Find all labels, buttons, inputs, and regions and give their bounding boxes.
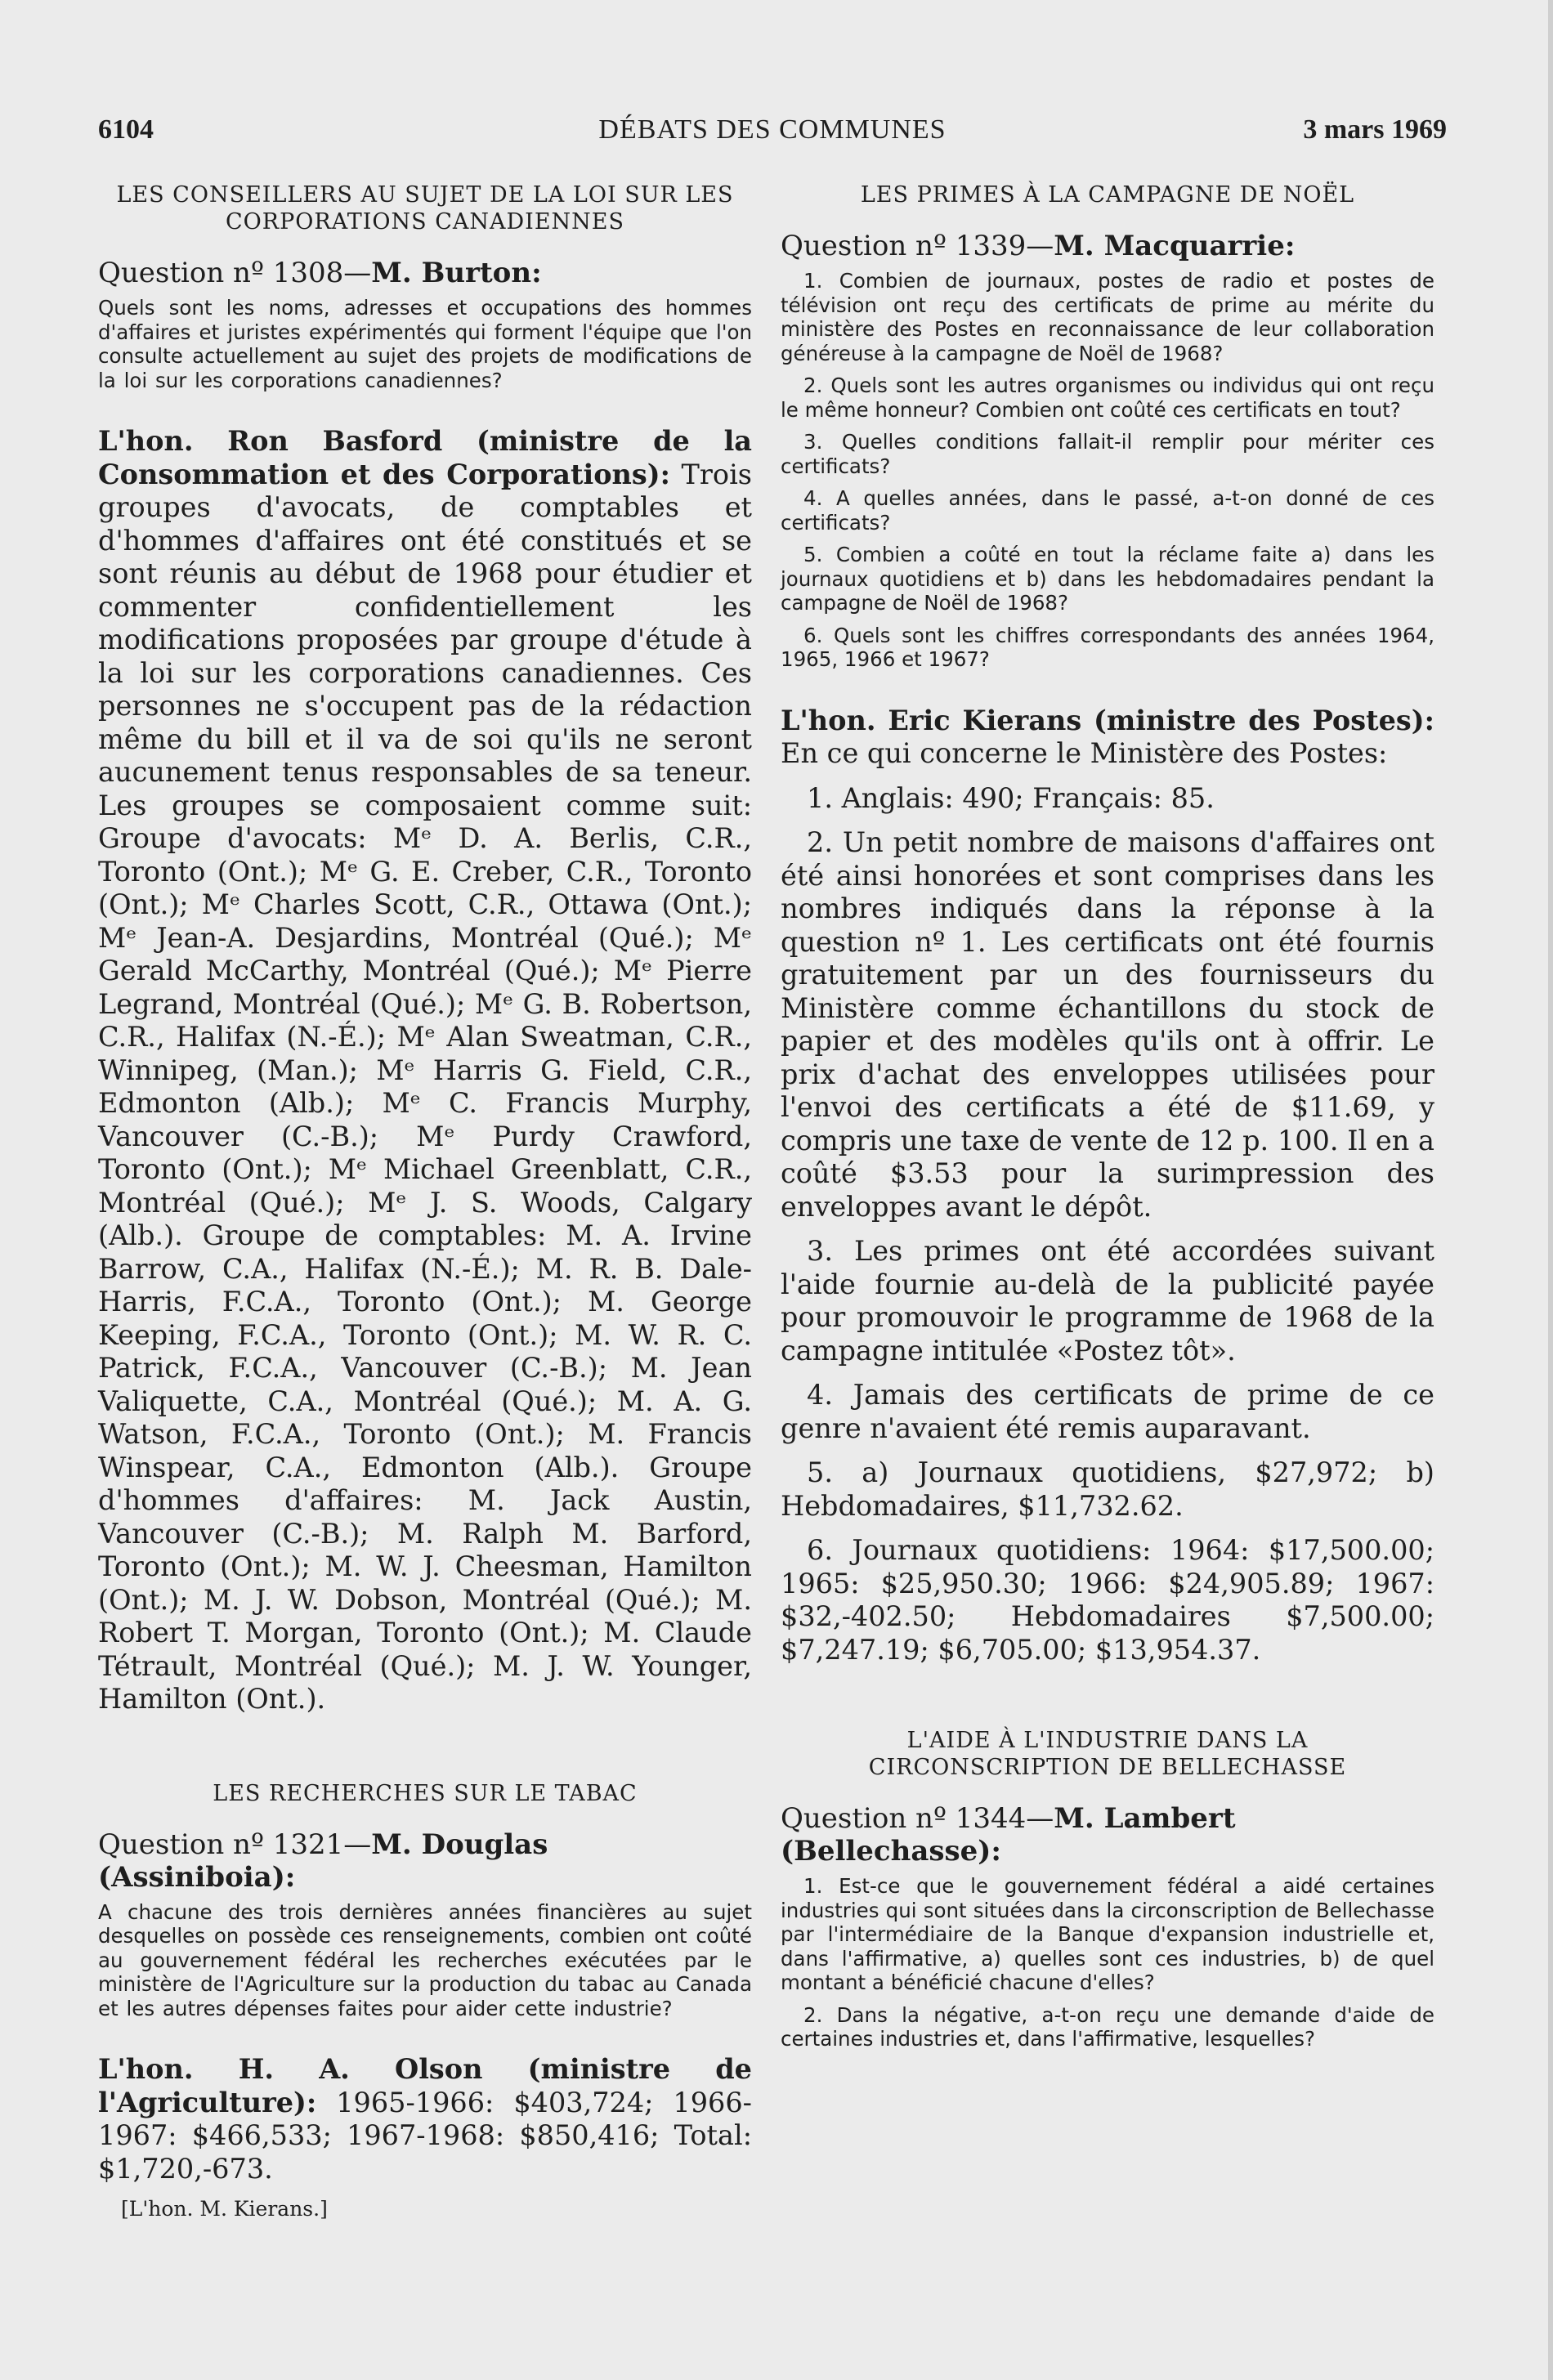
question-line-1339 — [781, 230, 1434, 262]
page-number: 6104 — [98, 114, 154, 145]
answer-text: En ce qui concerne le Ministère des Postes: — [781, 737, 1388, 769]
answer-text: Trois groupes d'avocats, de comptables et d'hommes d'affaires ont été constitués et se sont réunis au début de 1968 pour étudier et commenter confidentiellement les modifications proposées par groupe d'étude à la loi sur les corporations canadiennes. Ces personnes ne s'occupent pas de la rédaction même du bill et il va de soi qu'ils ne seront aucunement tenus responsables de sa teneur. Les groupes se composaient comme suit: Groupe d'avocats: Mᵉ D. A. Berlis, C.R., Toronto (Ont.); Mᵉ G. E. Creber, C.R., Toronto (Ont.); Mᵉ Charles Scott, C.R., Ottawa (Ont.); Mᵉ Jean-A. Desjardins, Montréal (Qué.); Mᵉ Gerald McCarthy, Montréal (Qué.); Mᵉ Pierre Legrand, Montréal (Qué.); Mᵉ G. B. Robertson, C.R., Halifax (N.-É.); Mᵉ Alan Sweatman, C.R., Winnipeg, (Man.); Mᵉ Harris G. Field, C.R., Edmonton (Alb.); Mᵉ C. Francis Murphy, Vancouver (C.-B.); Mᵉ Purdy Crawford, Toronto (Ont.); Mᵉ Michael Greenblatt, C.R., Montréal (Qué.); Mᵉ J. S. Woods, Calgary (Alb.). Groupe de comptables: M. A. Irvine Barrow, C.A., Halifax (N.-É.); M. R. B. Dale-Harris, F.C.A., Toronto (Ont.); M. George Keeping, F.C.A., Toronto (Ont.); M. W. R. C. Patrick, F.C.A., Vancouver (C.-B.); M. Jean Valiquette, C.A., Montréal (Qué.); M. A. G. Watson, F.C.A., Toronto (Ont.); M. Francis Winspear, C.A., Edmonton (Alb.). Groupe d'hommes d'affaires: M. Jack Austin, Vancouver (C.-B.); M. Ralph M. Barford, Toronto (Ont.); M. W. J. Cheesman, Hamilton (Ont.); M. J. W. Dobson, Montréal (Qué.); M. Robert T. Morgan, Toronto (Ont.); M. Claude Tétrault, Montréal (Qué.); M. J. W. Younger, Hamilton (Ont.). — [98, 458, 752, 1715]
answer-speaker: L'hon. Ron Basford (ministre de la Consommation et des Corporations): — [98, 425, 752, 490]
question-item: 1. Est-ce que le gouvernement fédéral a aidé certaines industries qui sont situées dans la circonscription de Bellechasse par l'intermédiaire de la Banque d'expansion industrielle et, dans l'affirmative, a) quelles sont ces industries, b) de quel montant a bénéficié chacune d'elles? — [781, 1874, 1434, 1994]
question-item: 3. Quelles conditions fallait-il remplir pour mériter ces certificats? — [781, 430, 1434, 478]
question-item: 2. Dans la négative, a-t-on reçu une demande d'aide de certaines industries et, dans l'affirmative, lesquelles? — [781, 2002, 1434, 2051]
question-text: Quels sont les noms, adresses et occupations des hommes d'affaires et juristes expérimentés qui forment l'équipe que l'on consulte actuellement au sujet des projets de modifications de la loi sur les corporations canadiennes? — [98, 296, 752, 392]
answer-item: 2. Un petit nombre de maisons d'affaires ont été ainsi honorées et sont comprises dans les nombres indiqués dans la réponse à la question nº 1. Les certificats ont été fournis gratuitement par un des fournisseurs du Ministère comme échantillons du stock de papier et des modèles qu'ils ont à offrir. Le prix d'achat des enveloppes utilisées pour l'envoi des certificats a été de $11.69, y compris une taxe de vente de 12 p. 100. Il en a coûté $3.53 pour la surimpression des enveloppes avant le dépôt. — [781, 826, 1434, 1223]
answer-speaker: L'hon. Eric Kierans (ministre des Postes): — [781, 704, 1434, 736]
answer-basford — [98, 425, 752, 1716]
answer-item: 3. Les primes ont été accordées suivant l'aide fournie au-delà de la publicité payée pour promouvoir le programme de 1968 de la campagne intitulée «Postez tôt». — [781, 1235, 1434, 1367]
question-line-1308 — [98, 257, 752, 289]
question-item: 2. Quels sont les autres organismes ou individus qui ont reçu le même honneur? Combien ont coûté ces certificats en tout? — [781, 374, 1434, 422]
question-line-1344 — [781, 1802, 1434, 1868]
section-heading-bellechasse: L'AIDE À L'INDUSTRIE DANS LA CIRCONSCRIPTION DE BELLECHASSE — [868, 1728, 1347, 1780]
question-item: 6. Quels sont les chiffres correspondants des années 1964, 1965, 1966 et 1967? — [781, 623, 1434, 671]
issue-date: 3 mars 1969 — [1303, 114, 1447, 145]
answer-item: 1. Anglais: 490; Français: 85. — [807, 781, 1215, 814]
question-member: M. Douglas (Assiniboia): — [98, 1828, 548, 1894]
question-number: Question nº 1339— — [781, 230, 1054, 262]
question-member: M. Burton: — [371, 257, 542, 289]
answer-item: 4. Jamais des certificats de prime de ce genre n'avaient été remis auparavant. — [781, 1379, 1434, 1444]
answer-olson — [98, 2053, 752, 2185]
question-number: Question nº 1344— — [781, 1802, 1054, 1835]
editorial-note: [L'hon. M. Kierans.] — [121, 2197, 328, 2221]
answer-item: 6. Journaux quotidiens: 1964: $17,500.00; 1965: $25,950.30; 1966: $24,905.89; 1967: $32,-402.50; Hebdomadaires $7,500.00; $7,247.19; $6,705.00; $13,954.37. — [781, 1534, 1434, 1666]
answer-kierans — [781, 705, 1434, 771]
right-column — [781, 181, 1434, 2060]
question-number: Question nº 1321— — [98, 1828, 372, 1861]
question-member: M. Macquarrie: — [1054, 230, 1296, 262]
running-header — [98, 114, 1447, 155]
question-line-1321 — [98, 1828, 752, 1894]
question-text: A chacune des trois dernières années financières au sujet desquelles on possède ces renseignements, combien ont coûté au gouvernement fédéral les recherches exécutées par le ministère de l'Agriculture sur la production du tabac au Canada et les autres dépenses faites pour aider cette industrie? — [98, 1899, 752, 2020]
section-heading-primes: LES PRIMES À LA CAMPAGNE DE NOËL — [860, 182, 1355, 208]
question-member: M. Lambert (Bellechasse): — [781, 1802, 1236, 1868]
section-heading-conseillers: LES CONSEILLERS AU SUJET DE LA LOI SUR LES CORPORATIONS CANADIENNES — [116, 182, 734, 235]
question-item: 5. Combien a coûté en tout la réclame faite a) dans les journaux quotidiens et b) dans les hebdomadaires pendant la campagne de Noël de 1968? — [781, 543, 1434, 615]
section-heading-tabac: LES RECHERCHES SUR LE TABAC — [213, 1780, 638, 1806]
page-edge — [1548, 0, 1553, 2380]
answer-text: 1965-1966: $403,724; 1966-1967: $466,533; 1967-1968: $850,416; Total: $1,720,-673. — [98, 2086, 752, 2185]
left-column — [98, 181, 752, 2221]
publication-title: DÉBATS DES COMMUNES — [598, 114, 947, 145]
answer-speaker: L'hon. H. A. Olson (ministre de l'Agriculture): — [98, 2053, 752, 2118]
answer-item: 5. a) Journaux quotidiens, $27,972; b) Hebdomadaires, $11,732.62. — [781, 1456, 1434, 1522]
question-item: 4. A quelles années, dans le passé, a-t-on donné de ces certificats? — [781, 486, 1434, 535]
question-number: Question nº 1308— — [98, 257, 372, 289]
question-item: 1. Combien de journaux, postes de radio et postes de télévision ont reçu des certificats de prime au mérite du ministère des Postes en reconnaissance de leur collaboration généreuse à la campagne de Noël de 1968? — [781, 269, 1434, 365]
